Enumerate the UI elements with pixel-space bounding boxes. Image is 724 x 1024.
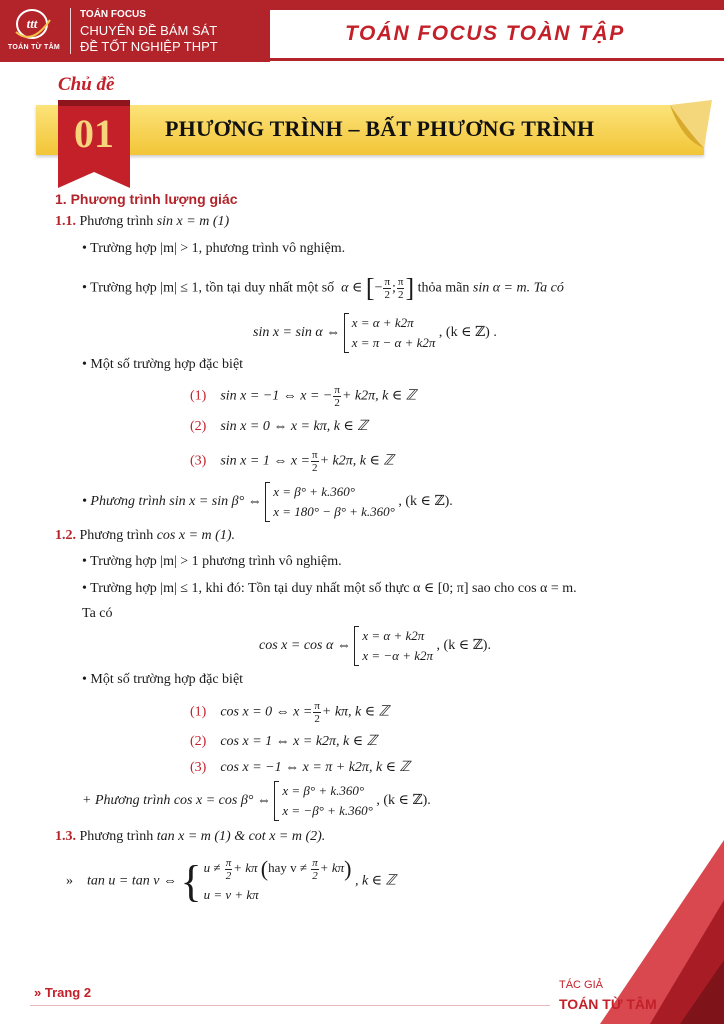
special-case-1: (1) cos x = 0 ⇔ x = $\frac{\pi}{2}$ + kπ, k ∈ ℤ [190,700,390,725]
degree-formula [82,781,431,821]
page-curl-icon [652,100,712,158]
formula-lhs: tan u = tan v ⇔ [87,873,177,889]
subsection-intro: Phương trình [79,528,154,543]
case-text-part: sin α = m. Ta có [472,280,564,296]
logo-text: ttt [26,16,38,31]
formula-text: cos x = 1 ⇔ x = k2π, k ∈ ℤ [220,734,378,749]
formula-lhs: cos x = cos α ⇔ [259,638,351,654]
brand-line-2: CHUYÊN ĐỀ BÁM SÁT [80,23,218,38]
degree-formula [82,482,453,522]
tan-formula: » tan u = tan v ⇔ { u ≠ $\frac{\pi}{2}$ + kπ (hay v ≠ $\frac{\pi}{2}$ + kπ) u = v + kπ , k ∈ ℤ [66,855,396,908]
fraction: $\frac{\pi}{2}$ [397,276,404,301]
subsection-equation: cos x = m (1). [156,528,235,543]
topic-number: 01 [74,111,114,156]
fraction: $\frac{\pi}{2}$ [384,276,391,301]
case-text: • Trường hợp |m| ≤ 1, khi đó: Tồn tại duy nhất một số thực α ∈ [0; π] sao cho cos α = m. [82,581,577,596]
subsection-1-3 [55,829,325,845]
topic-title: PHƯƠNG TRÌNH – BẤT PHƯƠNG TRÌNH [165,116,595,141]
formula-lhs: + Phương trình cos x = cos β° ⇔ [82,793,271,809]
case-text: • Trường hợp |m| > 1 phương trình vô nghiệm. [82,554,342,569]
case-label: (1) [190,388,207,404]
subsection-1-1 [55,214,229,230]
formula-text: sin x = −1 ⇔ x = − [220,388,333,404]
case-label: (2) [190,419,207,434]
formula-tail: , (k ∈ ℤ). [398,494,453,510]
formula-text: cos x = 0 ⇔ x = [220,704,313,720]
case-label: (2) [190,734,207,749]
case-text-part: thỏa mãn [417,280,470,296]
formula-lhs: sin x = sin α ⇔ [253,325,341,341]
case-label: (3) [190,453,207,469]
brand-line-3: ĐỀ TỐT NGHIỆP THPT [80,39,218,54]
header-underline [270,58,724,61]
formula-row: x = β° + k.360° [273,484,355,499]
special-case-1: (1) sin x = −1 ⇔ x = − $\frac{\pi}{2}$ + k2π, k ∈ ℤ [190,384,417,409]
formula-text: + kπ, k ∈ ℤ [321,704,390,720]
logo-caption: TOÁN TỪ TÂM [7,44,61,51]
header-stripe [270,0,724,10]
case-text-part: • Trường hợp |m| ≤ 1, tồn tại duy nhất một số [82,280,335,296]
formula-text: sin x = 1 ⇔ x = [220,453,310,469]
subsection-1-2 [55,528,235,544]
logo-icon [8,6,56,42]
case-label: (3) [190,760,207,775]
minus-sign: − [374,280,383,296]
subsection-number: 1.1. [55,214,76,229]
topic-label: Chủ đề [58,74,115,95]
subsection-intro: Phương trình [79,214,154,229]
formula-text: cos x = −1 ⇔ x = π + k2π, k ∈ ℤ [220,760,410,775]
formula-row: x = −α + k2π [362,648,434,663]
subsection-number: 1.3. [55,829,76,844]
formula-text: + k2π, k ∈ ℤ [319,453,394,469]
subsection-intro: Phương trình [79,829,154,844]
special-case-2 [190,419,368,435]
formula-lhs: • Phương trình sin x = sin β° ⇔ [82,494,262,510]
formula-block [253,313,497,353]
special-case-3 [190,760,410,776]
formula-block [259,626,491,666]
case-text: • Trường hợp |m| > 1, phương trình vô nghiệm. [82,241,346,256]
brand-line-1: TOÁN FOCUS [80,9,146,20]
case-text: • Trường hợp |m| ≤ 1, tồn tại duy nhất một số α ∈ [− $\frac{\pi}{2}$ ; $\frac{\pi}{2}$ ] thỏa mãn sin α = m. Ta có [82,273,564,303]
page-number: » Trang 2 [34,985,92,1000]
case-text: Ta có [82,606,113,621]
author-label: TÁC GIẢ [559,979,604,991]
series-title: TOÁN FOCUS TOÀN TẬP [345,22,625,45]
author-name: TOÁN TỪ TÂM [559,996,657,1012]
formula-row: x = β° + k.360° [282,783,365,798]
special-cases-heading: • Một số trường hợp đặc biệt [82,672,244,687]
formula-row: x = π − α + k2π [351,335,436,350]
formula-row: u = v + kπ [203,887,259,903]
formula-tail: , k ∈ ℤ [354,873,396,889]
formula-tail: , (k ∈ ℤ). [376,793,431,809]
subsection-equation: tan x = m (1) & cot x = m (2). [156,829,326,844]
special-case-2 [190,734,377,750]
section-heading: 1. Phương trình lượng giác [55,191,238,207]
bullet-icon: » [66,873,73,889]
formula-row: x = α + k2π [351,315,414,330]
special-cases-heading: • Một số trường hợp đặc biệt [82,357,244,372]
formula-tail: , (k ∈ ℤ) . [438,325,497,341]
subsection-equation: sin x = m (1) [156,214,230,229]
subsection-number: 1.2. [55,528,76,543]
footer-line [30,1005,550,1006]
formula-text: + k2π, k ∈ ℤ [341,388,417,404]
formula-row: x = −β° + k.360° [282,803,373,818]
special-case-3: (3) sin x = 1 ⇔ x = $\frac{\pi}{2}$ + k2π, k ∈ ℤ [190,449,394,474]
header-divider [70,8,71,54]
formula-tail: , (k ∈ ℤ). [436,638,491,654]
formula-row: x = α + k2π [362,628,425,643]
formula-text: sin x = 0 ⇔ x = kπ, k ∈ ℤ [220,419,368,434]
formula-row: x = 180° − β° + k.360° [273,504,395,519]
case-label: (1) [190,704,207,720]
